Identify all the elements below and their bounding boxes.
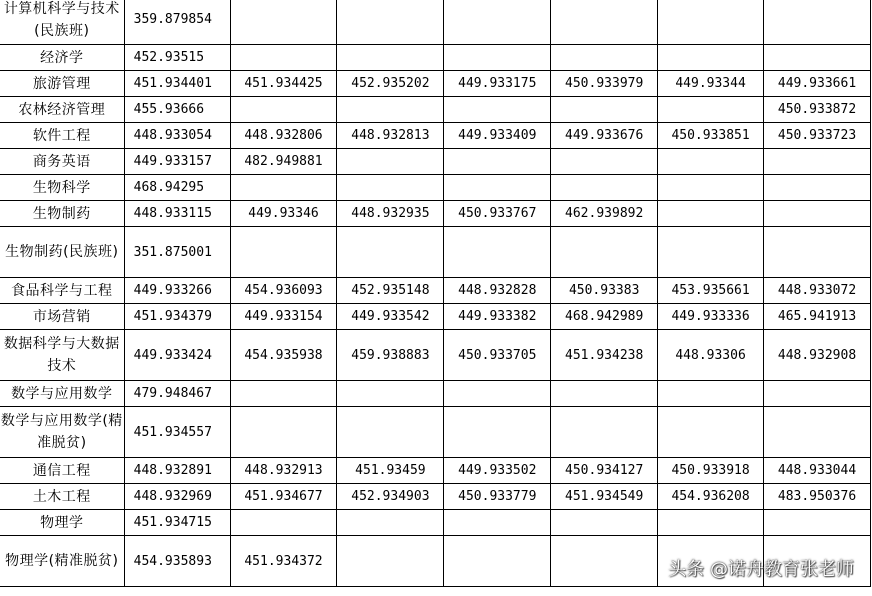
- score-cell: [551, 510, 658, 536]
- table-row: [0, 304, 871, 330]
- score-cell: 468.94295: [124, 175, 230, 201]
- score-cell: 451.934677: [230, 484, 337, 510]
- score-cell: [658, 149, 764, 175]
- major-name-cell: 经济学: [0, 45, 124, 71]
- table-row: [0, 123, 871, 149]
- score-cell: [658, 407, 764, 458]
- score-cell: [337, 381, 444, 407]
- major-name-cell: 旅游管理: [0, 71, 124, 97]
- score-cell: [764, 175, 871, 201]
- table-row: [0, 71, 871, 97]
- score-cell: [444, 510, 551, 536]
- score-cell: [230, 407, 337, 458]
- score-cell: 449.933154: [230, 304, 337, 330]
- score-cell: [764, 407, 871, 458]
- score-cell: 451.934401: [124, 71, 230, 97]
- table-row: [0, 175, 871, 201]
- score-cell: 448.932813: [337, 123, 444, 149]
- score-cell: 448.93306: [658, 330, 764, 381]
- score-cell: 449.933661: [764, 71, 871, 97]
- score-cell: 451.934238: [551, 330, 658, 381]
- score-cell: 452.93515: [124, 45, 230, 71]
- score-cell: [658, 201, 764, 227]
- score-cell: 449.933542: [337, 304, 444, 330]
- score-cell: 479.948467: [124, 381, 230, 407]
- score-cell: [551, 381, 658, 407]
- major-name-cell: 土木工程: [0, 484, 124, 510]
- score-cell: 451.934372: [230, 536, 337, 587]
- score-cell: 351.875001: [124, 227, 230, 278]
- score-cell: 448.932969: [124, 484, 230, 510]
- score-cell: 455.93666: [124, 97, 230, 123]
- score-cell: [444, 149, 551, 175]
- table-row: [0, 278, 871, 304]
- major-name-cell: 物理学: [0, 510, 124, 536]
- score-cell: 451.934379: [124, 304, 230, 330]
- score-cell: [551, 97, 658, 123]
- score-cell: 451.934425: [230, 71, 337, 97]
- score-cell: [658, 510, 764, 536]
- score-cell: 483.950376: [764, 484, 871, 510]
- score-cell: 451.934557: [124, 407, 230, 458]
- table-row: [0, 0, 871, 45]
- score-cell: 452.935202: [337, 71, 444, 97]
- score-cell: 448.933115: [124, 201, 230, 227]
- table-row: [0, 330, 871, 381]
- score-cell: [658, 175, 764, 201]
- score-cell: [551, 536, 658, 587]
- score-cell: 451.934549: [551, 484, 658, 510]
- score-cell: [764, 201, 871, 227]
- major-name-cell: 生物制药(民族班): [0, 227, 124, 278]
- major-name-cell: 生物科学: [0, 175, 124, 201]
- score-cell: [444, 175, 551, 201]
- score-cell: [658, 381, 764, 407]
- table-row: [0, 149, 871, 175]
- score-cell: [658, 227, 764, 278]
- major-name-cell: 通信工程: [0, 458, 124, 484]
- score-cell: [444, 97, 551, 123]
- score-cell: [764, 45, 871, 71]
- table-row: [0, 510, 871, 536]
- score-cell: 448.933044: [764, 458, 871, 484]
- major-name-cell: 计算机科学与技术(民族班): [0, 0, 124, 45]
- score-cell: 450.93383: [551, 278, 658, 304]
- major-name-cell: 软件工程: [0, 123, 124, 149]
- score-cell: 449.933336: [658, 304, 764, 330]
- score-cell: 454.935938: [230, 330, 337, 381]
- score-cell: 462.939892: [551, 201, 658, 227]
- score-cell: [551, 227, 658, 278]
- score-cell: [337, 510, 444, 536]
- score-cell: 450.933779: [444, 484, 551, 510]
- score-cell: 449.933175: [444, 71, 551, 97]
- score-cell: [337, 97, 444, 123]
- score-cell: 359.879854: [124, 0, 230, 45]
- score-cell: [444, 407, 551, 458]
- score-cell: [230, 175, 337, 201]
- score-cell: 449.933382: [444, 304, 551, 330]
- watermark: 头条 @诺舟教育张老师: [668, 559, 854, 580]
- table-row: [0, 227, 871, 278]
- score-cell: 450.933918: [658, 458, 764, 484]
- score-cell: 448.933072: [764, 278, 871, 304]
- score-cell: 449.93344: [658, 71, 764, 97]
- score-cell: 448.932891: [124, 458, 230, 484]
- score-cell: [444, 45, 551, 71]
- score-cell: [551, 45, 658, 71]
- table-row: [0, 484, 871, 510]
- table-row: [0, 97, 871, 123]
- score-cell: 454.936093: [230, 278, 337, 304]
- score-cell: [230, 97, 337, 123]
- score-cell: [551, 0, 658, 45]
- major-name-cell: 数据科学与大数据技术: [0, 330, 124, 381]
- table-row: [0, 407, 871, 458]
- score-cell: [444, 227, 551, 278]
- score-cell: [764, 149, 871, 175]
- score-cell: 449.93346: [230, 201, 337, 227]
- score-cell: [337, 0, 444, 45]
- score-cell: 450.933979: [551, 71, 658, 97]
- major-name-cell: 物理学(精准脱贫): [0, 536, 124, 587]
- score-cell: [444, 381, 551, 407]
- major-name-cell: 生物制药: [0, 201, 124, 227]
- score-cell: 450.933705: [444, 330, 551, 381]
- score-cell: 449.933409: [444, 123, 551, 149]
- major-name-cell: 市场营销: [0, 304, 124, 330]
- score-cell: 448.932913: [230, 458, 337, 484]
- score-cell: [551, 407, 658, 458]
- table-row: [0, 458, 871, 484]
- score-cell: 452.935148: [337, 278, 444, 304]
- score-cell: 449.933424: [124, 330, 230, 381]
- score-cell: 449.933266: [124, 278, 230, 304]
- score-cell: [230, 227, 337, 278]
- score-cell: [230, 0, 337, 45]
- score-cell: 448.932828: [444, 278, 551, 304]
- table-row: [0, 45, 871, 71]
- score-cell: 454.935893: [124, 536, 230, 587]
- score-cell: 449.933502: [444, 458, 551, 484]
- score-cell: 450.933872: [764, 97, 871, 123]
- score-cell: [764, 227, 871, 278]
- major-name-cell: 数学与应用数学: [0, 381, 124, 407]
- score-cell: [337, 227, 444, 278]
- score-cell: 459.938883: [337, 330, 444, 381]
- score-cell: 449.933676: [551, 123, 658, 149]
- score-cell: [230, 45, 337, 71]
- table-row: [0, 381, 871, 407]
- score-cell: 482.949881: [230, 149, 337, 175]
- major-name-cell: 数学与应用数学(精准脱贫): [0, 407, 124, 458]
- score-cell: 449.933157: [124, 149, 230, 175]
- score-cell: 448.932935: [337, 201, 444, 227]
- score-cell: [444, 536, 551, 587]
- score-cell: [551, 175, 658, 201]
- score-cell: [658, 45, 764, 71]
- score-cell: 448.933054: [124, 123, 230, 149]
- score-cell: [444, 0, 551, 45]
- score-cell: 450.933767: [444, 201, 551, 227]
- score-cell: 451.93459: [337, 458, 444, 484]
- score-cell: [337, 45, 444, 71]
- score-cell: 451.934715: [124, 510, 230, 536]
- score-cell: 450.934127: [551, 458, 658, 484]
- score-cell: 465.941913: [764, 304, 871, 330]
- score-cell: 452.934903: [337, 484, 444, 510]
- score-cell: [337, 407, 444, 458]
- score-cell: [658, 97, 764, 123]
- score-cell: 468.942989: [551, 304, 658, 330]
- score-cell: [230, 381, 337, 407]
- score-cell: [764, 510, 871, 536]
- score-cell: 454.936208: [658, 484, 764, 510]
- score-cell: [337, 536, 444, 587]
- score-cell: 448.932806: [230, 123, 337, 149]
- score-cell: [658, 0, 764, 45]
- score-cell: [337, 175, 444, 201]
- score-cell: [230, 510, 337, 536]
- score-cell: 450.933851: [658, 123, 764, 149]
- table-row: [0, 201, 871, 227]
- score-cell: [764, 381, 871, 407]
- major-name-cell: 商务英语: [0, 149, 124, 175]
- score-cell: [764, 0, 871, 45]
- major-name-cell: 食品科学与工程: [0, 278, 124, 304]
- major-name-cell: 农林经济管理: [0, 97, 124, 123]
- score-cell: 448.932908: [764, 330, 871, 381]
- score-cell: 453.935661: [658, 278, 764, 304]
- score-cell: 450.933723: [764, 123, 871, 149]
- score-cell: [337, 149, 444, 175]
- score-cell: [551, 149, 658, 175]
